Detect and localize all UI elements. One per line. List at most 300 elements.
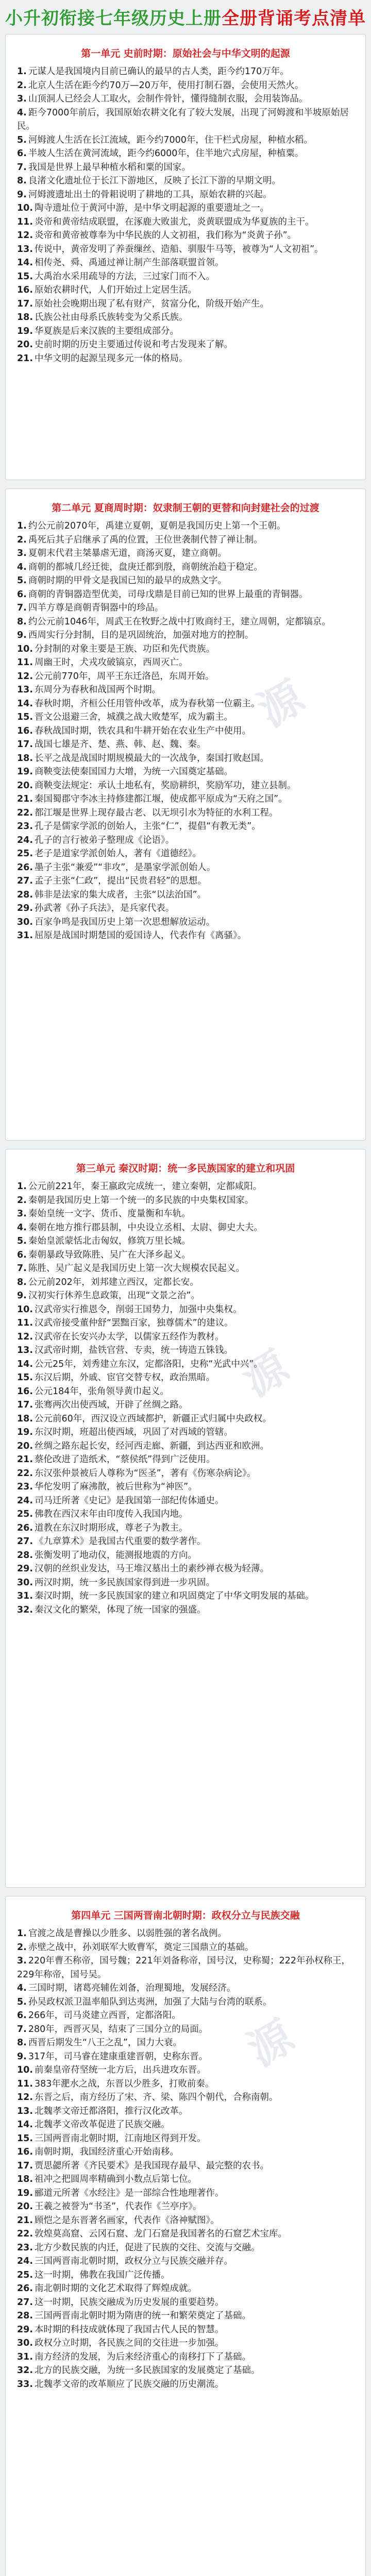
item-text: 秦汉时期，统一多民族国家的建立和巩固奠定了中华文明发展的基础。 xyxy=(35,1591,314,1601)
list-item xyxy=(17,2023,354,2037)
list-item xyxy=(17,874,354,888)
page-title xyxy=(0,0,371,33)
item-text: 商朝时期的甲骨文是我国已知的最早的成熟文字。 xyxy=(28,575,227,586)
item-number: 2. xyxy=(17,80,27,91)
item-list xyxy=(17,65,354,365)
list-item xyxy=(17,2309,354,2323)
item-text: 公元184年，张角领导黄巾起义。 xyxy=(35,1386,169,1397)
item-number: 19. xyxy=(17,326,33,336)
item-number: 10. xyxy=(17,1304,33,1315)
item-number: 1. xyxy=(17,521,27,531)
item-text: 汉武帝时期，盐铁官营、专卖，统一铸造五铢钱。 xyxy=(35,1345,233,1355)
item-number: 17. xyxy=(17,2160,33,2171)
item-number: 15. xyxy=(17,712,33,722)
list-item xyxy=(17,1453,354,1467)
list-item xyxy=(17,2132,354,2146)
item-text: 东周分为春秋和战国两个时期。 xyxy=(35,685,161,695)
item-number: 23. xyxy=(17,1482,33,1492)
list-item xyxy=(17,2187,354,2200)
list-item xyxy=(17,752,354,766)
list-item xyxy=(17,615,354,629)
item-text: 山顶洞人已经会人工取火，会制作骨针，懂得缝制衣服，会用装饰品。 xyxy=(28,94,308,104)
item-number: 12. xyxy=(17,671,33,682)
item-number: 25. xyxy=(17,849,33,859)
list-item xyxy=(17,1207,354,1221)
list-item xyxy=(17,201,354,215)
list-item xyxy=(17,2296,354,2310)
list-item xyxy=(17,106,354,133)
item-number: 18. xyxy=(17,2174,33,2184)
list-item xyxy=(17,174,354,188)
item-text: 280年，西晋灭吴，结束了三国分立的局面。 xyxy=(28,2024,208,2035)
item-number: 9. xyxy=(17,2051,27,2062)
list-item xyxy=(17,1316,354,1330)
item-number: 15. xyxy=(17,271,33,282)
item-number: 16. xyxy=(17,2147,33,2157)
item-number: 1. xyxy=(17,1928,27,1939)
item-text: 老子是道家学派创始人，著有《道德经》。 xyxy=(35,849,201,859)
item-number: 23. xyxy=(17,2242,33,2253)
item-number: 30. xyxy=(17,917,33,927)
item-text: 陶寺遗址位于黄河中游，是中华文明起源的重要遗址之一。 xyxy=(35,203,269,213)
item-number: 8. xyxy=(17,1277,27,1287)
item-number: 14. xyxy=(17,258,33,268)
list-item xyxy=(17,147,354,161)
unit-heading: 第二单元 夏商周时期：奴隶制王朝的更替和向封建社会的过渡 xyxy=(52,502,319,514)
item-text: 汉初实行休养生息政策，出现“文景之治”。 xyxy=(28,1291,200,1301)
list-item xyxy=(17,311,354,325)
list-item xyxy=(17,1562,354,1576)
item-number: 15. xyxy=(17,2133,33,2144)
list-item xyxy=(17,533,354,547)
item-number: 11. xyxy=(17,216,33,227)
item-number: 31. xyxy=(17,930,33,941)
list-item xyxy=(17,710,354,724)
item-text: 秦汉文化的繁荣，体现了统一国家的强盛。 xyxy=(35,1604,206,1615)
list-item xyxy=(17,683,354,697)
unit-card-3 xyxy=(5,1149,366,1888)
item-number: 11. xyxy=(17,1318,33,1328)
item-number: 24. xyxy=(17,835,33,845)
unit-card-1 xyxy=(5,34,366,480)
list-item xyxy=(17,1467,354,1481)
list-item xyxy=(17,2063,354,2077)
item-text: 原始农耕时代，人们开始过上定居生活。 xyxy=(35,285,197,295)
list-item xyxy=(17,1954,354,1981)
list-item xyxy=(17,2336,354,2350)
item-text: 夏朝末代君主桀暴虐无道，商汤灭夏，建立商朝。 xyxy=(28,548,227,558)
item-number: 17. xyxy=(17,739,33,750)
item-number: 28. xyxy=(17,2311,33,2321)
item-number: 31. xyxy=(17,1591,33,1601)
item-text: 商鞅变法规定：承认土地私有，奖励耕织，奖励军功，建立县制。 xyxy=(35,780,296,791)
item-text: 官渡之战是曹操以少胜多、以弱胜强的著名战例。 xyxy=(28,1928,227,1939)
item-number: 33. xyxy=(17,2379,33,2389)
item-text: 商朝的青铜器造型优美，司母戊鼎是目前已知的世界上最重的青铜器。 xyxy=(28,589,308,600)
list-item xyxy=(17,929,354,943)
item-text: 史前时期的历史主要通过传说和考古发现来了解。 xyxy=(35,340,233,350)
item-number: 13. xyxy=(17,244,33,255)
item-number: 14. xyxy=(17,698,33,709)
item-text: 分封制的对象主要是王族、功臣和先代贵族。 xyxy=(35,643,215,654)
watermark: 源 xyxy=(239,2010,302,2076)
item-number: 30. xyxy=(17,2338,33,2348)
item-text: 约公元前2070年，禹建立夏朝，夏朝是我国历史上第一个王朝。 xyxy=(28,521,286,531)
list-item xyxy=(17,519,354,533)
unit-heading: 第三单元 秦汉时期：统一多民族国家的建立和巩固 xyxy=(76,1163,295,1174)
item-text: 220年曹丕称帝，国号魏；221年刘备称帝，国号汉，史称蜀；222年孙权称王，229年称帝，国号吴。 xyxy=(17,1956,351,1980)
item-number: 30. xyxy=(17,1577,33,1588)
item-text: 南朝时期，我国经济重心开始南移。 xyxy=(35,2147,179,2157)
item-text: 三国时期，诸葛亮辅佐刘备，治理蜀地，发展经济。 xyxy=(28,1983,236,1993)
item-text: 前秦皇帝苻坚统一北方后，出兵进攻东晋。 xyxy=(35,2065,206,2075)
item-text: 北魏孝文帝的改革顺应了民族交融的历史潮流。 xyxy=(35,2379,224,2389)
item-number: 29. xyxy=(17,903,33,913)
item-number: 12. xyxy=(17,1331,33,1342)
item-text: 相传尧、舜、禹通过禅让制产生部落联盟首领。 xyxy=(35,258,224,268)
item-text: 顾恺之是东晋著名画家，代表作《洛神赋图》。 xyxy=(35,2215,220,2226)
list-item xyxy=(17,1412,354,1426)
list-item xyxy=(17,270,354,284)
item-text: 孟子主张“仁政”，提出“民贵君轻”的思想。 xyxy=(35,876,207,886)
list-item xyxy=(17,2323,354,2337)
item-number: 23. xyxy=(17,821,33,832)
item-text: 春秋时期，齐桓公任用管仲改革，成为春秋第一位霸主。 xyxy=(35,698,260,709)
item-text: 汉武帝实行推恩令，削弱王国势力，加强中央集权。 xyxy=(35,1304,242,1315)
list-item xyxy=(17,1248,354,1262)
watermark: 源 xyxy=(234,1341,297,1406)
list-item xyxy=(17,2364,354,2378)
item-list xyxy=(17,1180,354,1617)
item-number: 4. xyxy=(17,1983,27,1993)
item-text: 孔子是儒家学派的创始人，主张“仁”，提倡“有教无类”。 xyxy=(35,821,261,832)
item-number: 16. xyxy=(17,1386,33,1397)
item-text: 秦朝是我国历史上第一个统一的多民族的中央集权国家。 xyxy=(28,1195,254,1206)
list-item xyxy=(17,724,354,738)
item-text: 北方的民族交融，为统一多民族国家的发展奠定了基础。 xyxy=(35,2365,260,2376)
item-number: 13. xyxy=(17,685,33,695)
item-number: 14. xyxy=(17,2120,33,2130)
item-text: 百家争鸣是我国历史上第一次思想解放运动。 xyxy=(35,917,215,927)
item-number: 22. xyxy=(17,807,33,818)
item-text: 墨子主张“兼爱”“非攻”，是墨家学派创始人。 xyxy=(35,862,216,873)
item-text: 炎帝和黄帝结成联盟，在涿鹿大败蚩尤，炎黄联盟成为华夏族的主干。 xyxy=(35,216,314,227)
list-item xyxy=(17,2145,354,2159)
item-text: 383年淝水之战，东晋以少胜多，打败前秦。 xyxy=(35,2078,214,2089)
list-item xyxy=(17,1603,354,1617)
item-text: 张骞两次出使西域，开辟了丝绸之路。 xyxy=(35,1400,188,1410)
item-text: 屈原是战国时期楚国的爱国诗人，代表作有《离骚》。 xyxy=(35,930,247,941)
item-text: 祖冲之把圆周率精确到小数点后第七位。 xyxy=(35,2174,197,2184)
list-item xyxy=(17,1262,354,1276)
page-title-part1: 小升初衔接七年级历史上册 xyxy=(5,8,222,29)
item-text: 元谋人是我国境内目前已确认的最早的古人类，距今约170万年。 xyxy=(28,66,289,77)
item-text: 贾思勰所著《齐民要术》是我国现存最早、最完整的农书。 xyxy=(35,2160,269,2171)
list-item xyxy=(17,2036,354,2050)
item-text: 大禹治水采用疏导的方法，三过家门而不入。 xyxy=(35,271,215,282)
list-item xyxy=(17,1344,354,1358)
item-text: 这一时期，佛教在我国广泛传播。 xyxy=(35,2269,170,2280)
item-text: 四羊方尊是商朝青铜器中的珍品。 xyxy=(28,603,164,613)
list-item xyxy=(17,2105,354,2119)
item-number: 10. xyxy=(17,643,33,654)
list-item xyxy=(17,1535,354,1549)
item-number: 20. xyxy=(17,340,33,350)
item-text: 北魏孝文帝迁都洛阳，推行汉化改革。 xyxy=(35,2106,188,2116)
item-text: 孙武著《孙子兵法》，是兵家代表。 xyxy=(35,903,175,913)
item-text: 汉朝的丝织业发达，马王堆汉墓出土的素纱禅衣极为轻薄。 xyxy=(35,1564,269,1574)
list-item xyxy=(17,847,354,861)
item-text: 汉武帝在长安兴办太学，以儒家五经作为教材。 xyxy=(35,1331,224,1342)
list-item xyxy=(17,820,354,834)
list-item xyxy=(17,1194,354,1208)
item-number: 17. xyxy=(17,298,33,309)
item-text: 商朝的都城几经迁徙，盘庚迁都到殷，商朝统治趋于稳定。 xyxy=(28,562,263,572)
item-number: 5. xyxy=(17,134,27,145)
item-number: 7. xyxy=(17,2024,27,2035)
list-item xyxy=(17,92,354,106)
list-item xyxy=(17,1371,354,1385)
item-number: 21. xyxy=(17,1454,33,1465)
item-text: 《九章算术》是我国古代重要的数学著作。 xyxy=(35,1536,206,1547)
item-text: 南方经济的发展，为后来经济重心的南移打下了基础。 xyxy=(35,2351,251,2362)
list-item xyxy=(17,2173,354,2187)
item-number: 24. xyxy=(17,2256,33,2266)
item-text: 张衡发明了地动仪，能测报地震的方向。 xyxy=(35,1550,197,1561)
list-item xyxy=(17,574,354,588)
list-item xyxy=(17,229,354,243)
item-text: 汉武帝接受董仲舒“罢黜百家，独尊儒术”的建议。 xyxy=(35,1318,233,1328)
list-item xyxy=(17,670,354,684)
item-text: 河姆渡遗址出土的骨耜说明了耕地的工具，原始农耕的兴起。 xyxy=(28,189,272,200)
item-number: 14. xyxy=(17,1359,33,1369)
item-number: 20. xyxy=(17,2201,33,2212)
item-number: 9. xyxy=(17,189,27,200)
unit-card-4 xyxy=(5,1896,366,2576)
list-item xyxy=(17,2077,354,2091)
item-text: 公元前202年，刘邦建立西汉，定都长安。 xyxy=(28,1277,199,1287)
list-item xyxy=(17,765,354,779)
item-number: 3. xyxy=(17,1209,27,1219)
item-number: 3. xyxy=(17,548,27,558)
item-number: 28. xyxy=(17,1550,33,1561)
list-item xyxy=(17,697,354,711)
item-text: 317年，司马睿在建康重建晋朝，史称东晋。 xyxy=(28,2051,208,2062)
item-text: 我国是世界上最早种植水稻和粟的国家。 xyxy=(28,162,191,173)
item-text: 中华文明的起源呈现多元一体的格局。 xyxy=(35,353,188,364)
list-item xyxy=(17,738,354,752)
item-number: 21. xyxy=(17,2215,33,2226)
list-item xyxy=(17,188,354,202)
item-number: 22. xyxy=(17,1468,33,1479)
item-number: 26. xyxy=(17,1522,33,1533)
item-text: 公元前770年，周平王东迁洛邑，东周开始。 xyxy=(35,671,214,682)
item-text: 本时期的科技成就体现了我国古代人民的智慧。 xyxy=(35,2324,224,2335)
item-text: 三国两晋南北朝时期，政权分立与民族交融并存。 xyxy=(35,2256,233,2266)
item-number: 18. xyxy=(17,312,33,323)
list-item xyxy=(17,779,354,793)
list-item xyxy=(17,642,354,656)
list-item xyxy=(17,1330,354,1344)
list-item xyxy=(17,79,354,93)
list-item xyxy=(17,547,354,561)
item-number: 2. xyxy=(17,1942,27,1953)
item-text: 赤壁之战中，孙刘联军大败曹军，奠定三国鼎立的基础。 xyxy=(28,1942,254,1953)
item-number: 13. xyxy=(17,1345,33,1355)
item-text: 商鞅变法使秦国国力大增，为统一六国奠定基础。 xyxy=(35,767,233,777)
item-number: 8. xyxy=(17,2038,27,2048)
item-number: 28. xyxy=(17,889,33,900)
page-title-part2: 全册背诵考点清单 xyxy=(222,8,366,29)
list-item xyxy=(17,2009,354,2023)
list-item xyxy=(17,1234,354,1248)
list-item xyxy=(17,2350,354,2364)
list-item xyxy=(17,338,354,352)
list-item xyxy=(17,2255,354,2268)
item-text: 秦始皇统一文字、货币、度量衡和车轨。 xyxy=(28,1209,191,1219)
item-number: 12. xyxy=(17,230,33,241)
item-text: 司马迁所著《史记》是我国第一部纪传体通史。 xyxy=(35,1495,224,1506)
item-number: 21. xyxy=(17,353,33,364)
list-item xyxy=(17,1941,354,1955)
list-item xyxy=(17,916,354,929)
item-text: 丝绸之路东起长安，经河西走廊、新疆，到达西亚和欧洲。 xyxy=(35,1440,269,1451)
item-number: 10. xyxy=(17,203,33,213)
list-item xyxy=(17,1439,354,1453)
list-item xyxy=(17,1358,354,1371)
list-item xyxy=(17,243,354,257)
list-item xyxy=(17,601,354,615)
item-text: 道教在东汉时期形成，尊老子为教主。 xyxy=(35,1522,188,1533)
item-number: 6. xyxy=(17,1249,27,1260)
item-number: 4. xyxy=(17,562,27,572)
item-text: 东汉后期，外戚、宦官交替专权，政治黑暗。 xyxy=(35,1372,215,1383)
list-item xyxy=(17,902,354,916)
list-item xyxy=(17,2378,354,2392)
item-text: 佛教在西汉末年由印度传入我国内地。 xyxy=(35,1509,188,1519)
item-number: 6. xyxy=(17,589,27,600)
item-text: 北京人生活在距今约70万—20万年，使用打制石器，会使用天然火。 xyxy=(28,80,304,91)
item-number: 2. xyxy=(17,1195,27,1206)
item-number: 25. xyxy=(17,1509,33,1519)
list-item xyxy=(17,1426,354,1439)
item-text: 西晋后期发生“八王之乱”，国力大衰。 xyxy=(28,2038,182,2048)
item-text: 良渚文化遗址位于长江下游地区，反映了长江下游的早期文明。 xyxy=(28,176,281,186)
list-item xyxy=(17,1276,354,1290)
item-text: 约公元前1046年，周武王在牧野之战中打败商纣王，建立周朝，定都镐京。 xyxy=(28,616,331,627)
item-number: 18. xyxy=(17,1413,33,1424)
item-text: 禹死后其子启继承了禹的位置，王位世袭制代替了禅让制。 xyxy=(28,534,263,545)
item-text: 三国两晋南北朝时期，江南地区得到开发。 xyxy=(35,2133,206,2144)
list-item xyxy=(17,861,354,875)
list-item xyxy=(17,656,354,670)
item-number: 3. xyxy=(17,94,27,104)
item-text: 氏族公社由母系氏族转变为父系氏族。 xyxy=(35,312,188,323)
list-item xyxy=(17,629,354,642)
list-item xyxy=(17,2268,354,2282)
item-number: 19. xyxy=(17,1427,33,1437)
item-number: 2. xyxy=(17,534,27,545)
item-number: 5. xyxy=(17,575,27,586)
item-number: 4. xyxy=(17,107,27,118)
item-number: 26. xyxy=(17,2283,33,2294)
item-text: 传说中，黄帝发明了养蚕缫丝、造船、驯服牛马等，被尊为“人文初祖”。 xyxy=(35,244,324,255)
item-number: 27. xyxy=(17,1536,33,1547)
list-item xyxy=(17,2050,354,2064)
watermark: 源 xyxy=(249,671,313,737)
item-number: 27. xyxy=(17,2297,33,2308)
item-number: 8. xyxy=(17,616,27,627)
item-text: 北方少数民族的内迁，促进了民族的交往、交流与交融。 xyxy=(35,2242,260,2253)
item-number: 17. xyxy=(17,1400,33,1410)
list-item xyxy=(17,1385,354,1399)
item-number: 10. xyxy=(17,2065,33,2075)
item-text: 秦朝在地方推行郡县制，中央设立丞相、太尉、御史大夫。 xyxy=(28,1222,263,1233)
item-number: 6. xyxy=(17,148,27,159)
list-item xyxy=(17,561,354,574)
item-text: 河姆渡人生活在长江流域，距今约7000年，住干栏式房屋，种植水稻。 xyxy=(28,134,313,145)
list-item xyxy=(17,133,354,147)
list-item xyxy=(17,1180,354,1194)
item-number: 15. xyxy=(17,1372,33,1383)
item-text: 陈胜、吴广起义是我国历史上第一次大规模农民起义。 xyxy=(28,1263,245,1274)
list-item xyxy=(17,1289,354,1303)
list-item xyxy=(17,588,354,602)
item-text: 孔子的言行被弟子整理成《论语》。 xyxy=(35,835,175,845)
item-number: 16. xyxy=(17,285,33,295)
item-text: 秦朝暴政导致陈胜、吴广在大泽乡起义。 xyxy=(28,1249,191,1260)
item-number: 19. xyxy=(17,2188,33,2198)
item-text: 春秋战国时期，铁农具和牛耕开始在农业生产中使用。 xyxy=(35,725,251,736)
item-number: 7. xyxy=(17,603,27,613)
list-item xyxy=(17,1927,354,1941)
item-text: 南北朝时期的文化艺术取得了辉煌成就。 xyxy=(35,2283,197,2294)
list-item xyxy=(17,1981,354,1995)
list-item xyxy=(17,806,354,820)
list-item xyxy=(17,2200,354,2214)
item-text: 华佗发明了麻沸散，被后世称为“神医”。 xyxy=(35,1482,197,1492)
list-item xyxy=(17,283,354,297)
list-item xyxy=(17,2282,354,2296)
item-number: 32. xyxy=(17,1604,33,1615)
item-number: 32. xyxy=(17,2365,33,2376)
item-text: 266年，司马炎建立西晋，定都洛阳。 xyxy=(28,2010,181,2021)
item-text: 公元前60年，西汉设立西域都护，新疆正式归属中央政权。 xyxy=(35,1413,272,1424)
item-number: 8. xyxy=(17,176,27,186)
item-text: 北魏孝文帝改革促进了民族交融。 xyxy=(35,2120,170,2130)
item-number: 21. xyxy=(17,794,33,804)
item-text: 周幽王时，犬戎攻破镐京，西周灭亡。 xyxy=(35,657,188,668)
list-item xyxy=(17,2214,354,2228)
item-text: 东汉张仲景被后人尊称为“医圣”，著有《伤寒杂病论》。 xyxy=(35,1468,256,1479)
list-item xyxy=(17,352,354,366)
list-item xyxy=(17,1995,354,2009)
item-number: 25. xyxy=(17,2269,33,2280)
list-item xyxy=(17,1221,354,1235)
item-number: 11. xyxy=(17,2078,33,2089)
item-text: 郦道元所著《水经注》是一部综合性地理著作。 xyxy=(35,2188,224,2198)
list-item xyxy=(17,834,354,848)
item-number: 11. xyxy=(17,657,33,668)
list-item xyxy=(17,215,354,229)
list-item xyxy=(17,2227,354,2241)
item-number: 6. xyxy=(17,2010,27,2021)
item-text: 公元前221年，秦王嬴政完成统一，建立秦朝，定都咸阳。 xyxy=(28,1181,262,1192)
item-number: 1. xyxy=(17,1181,27,1192)
item-text: 东晋之后，南方经历了宋、齐、梁、陈四个朝代，合称南朝。 xyxy=(35,2092,278,2103)
item-text: 秦国蜀郡守李冰主持修建都江堰，使成都平原成为“天府之国”。 xyxy=(35,794,288,804)
item-number: 5. xyxy=(17,1236,27,1246)
